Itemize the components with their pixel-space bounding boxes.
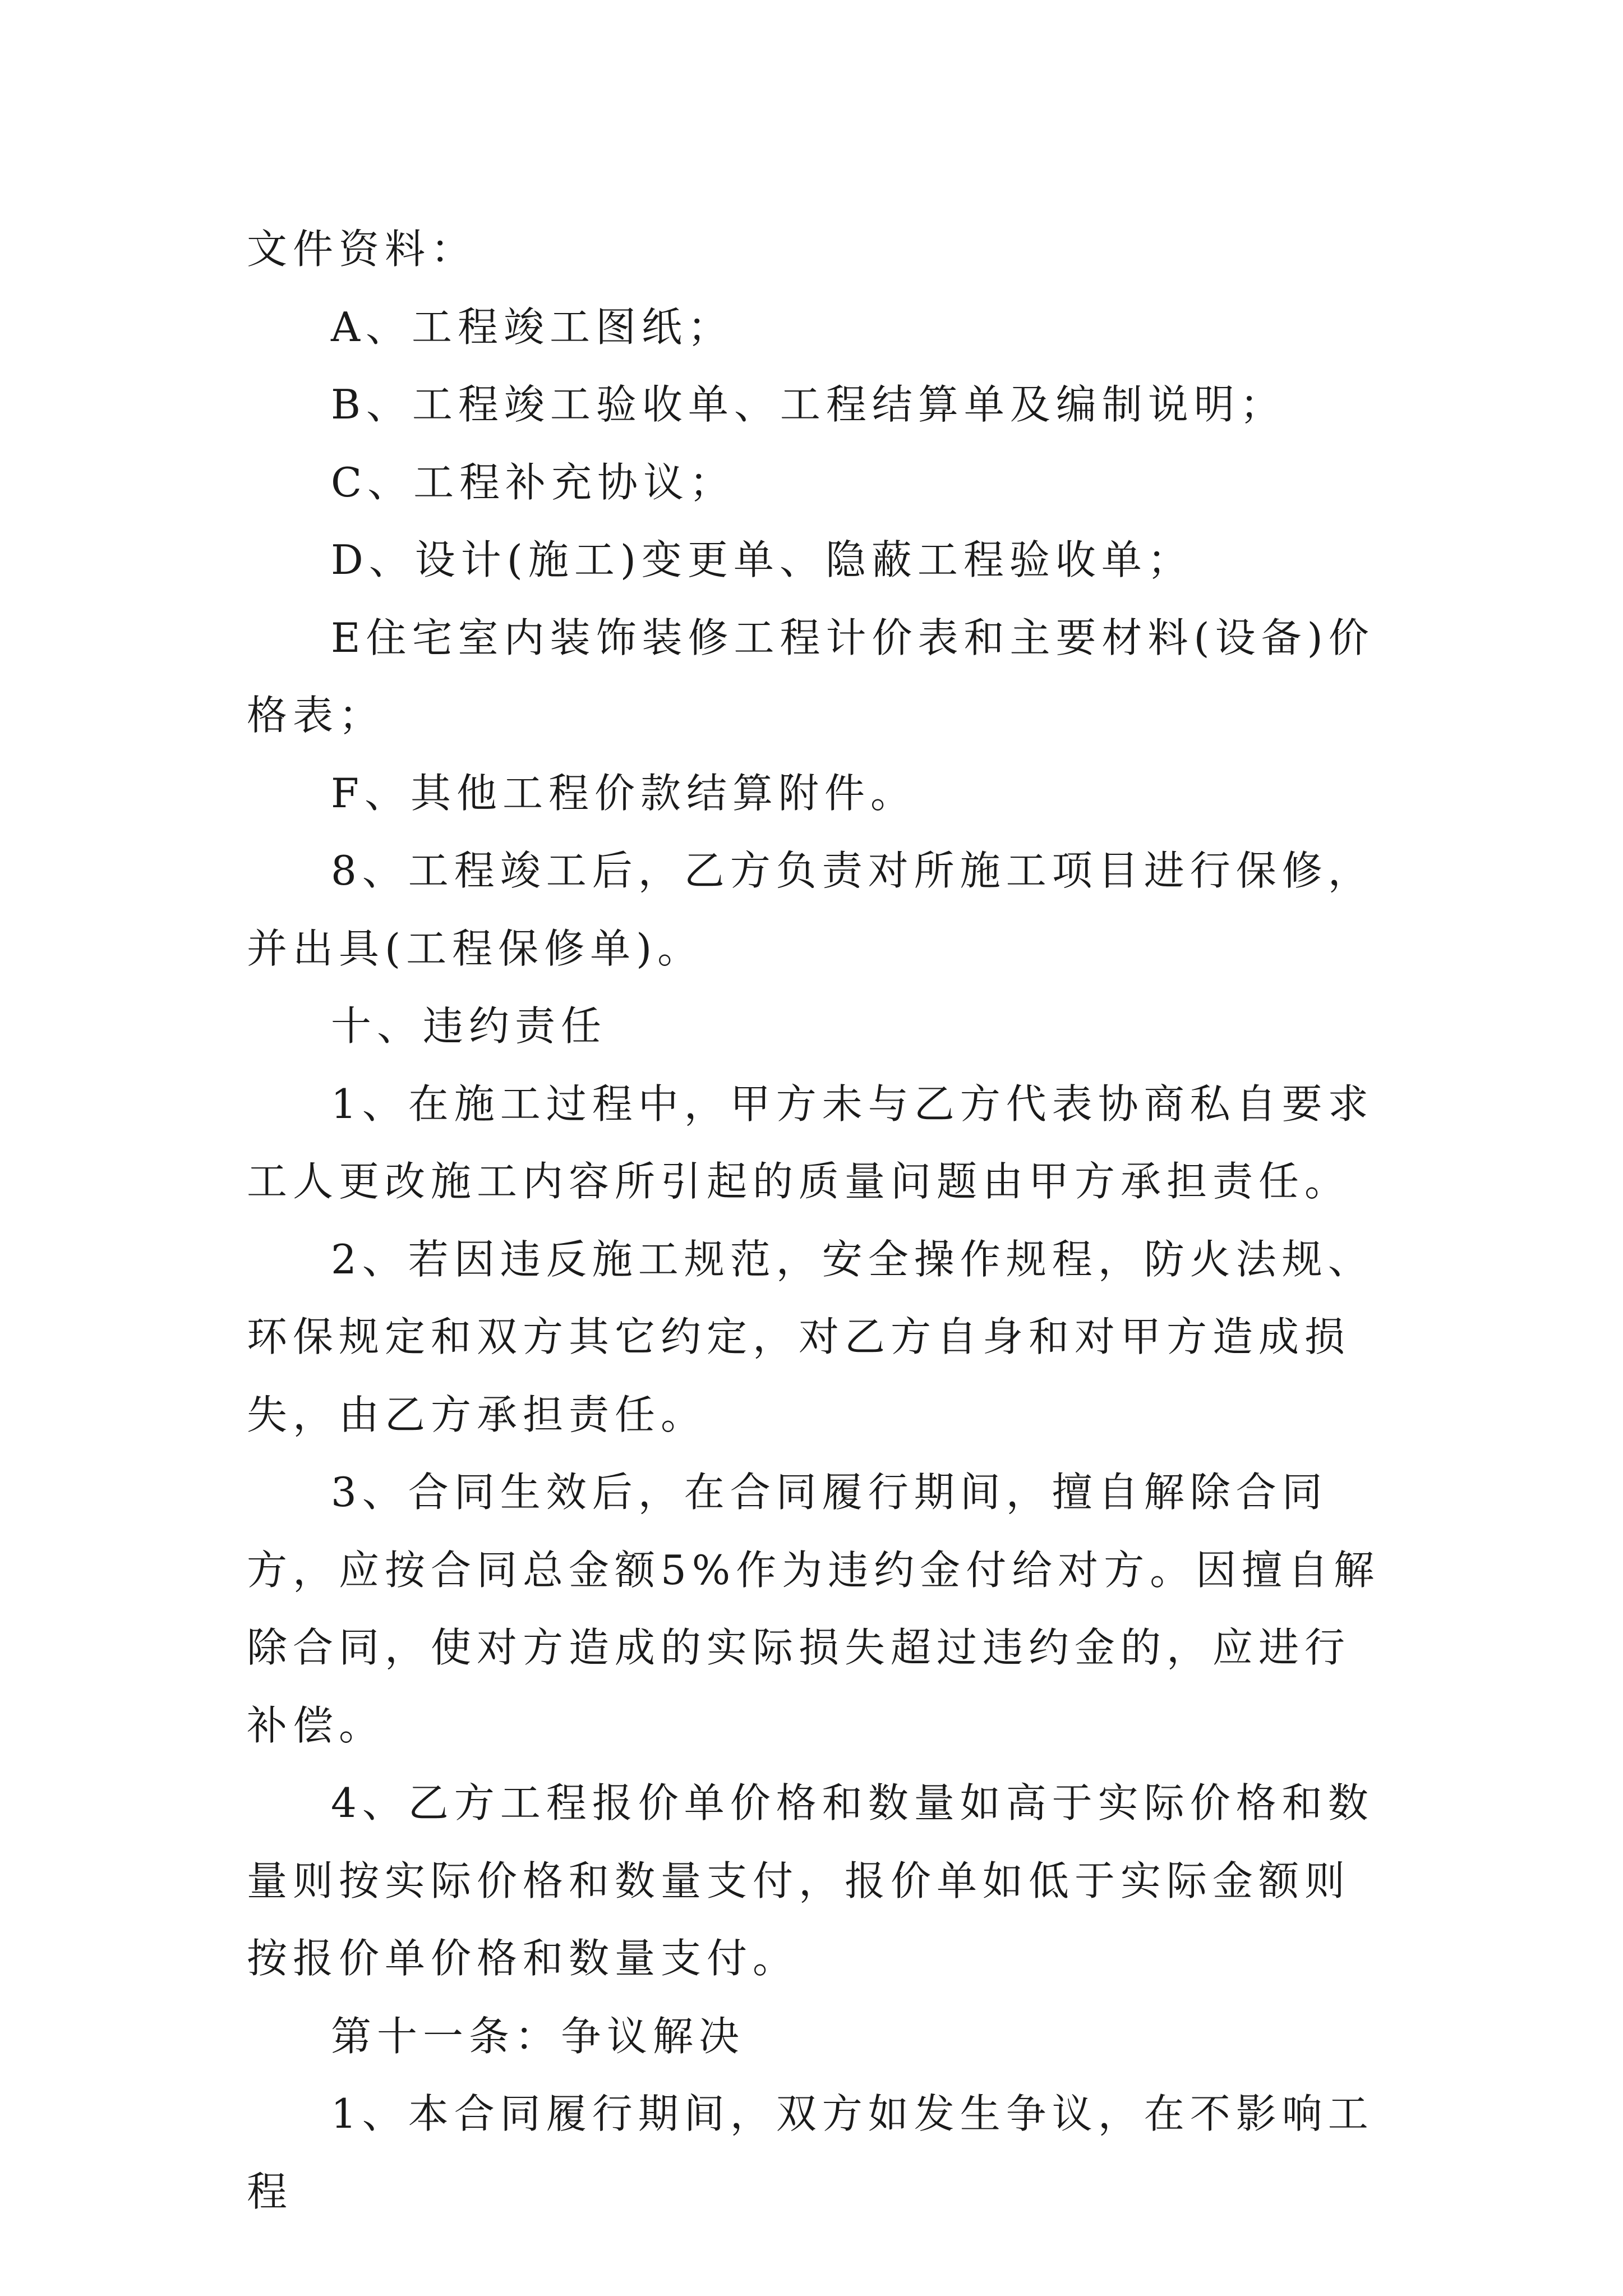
article-11-heading: 第十一条：争议解决 <box>331 2012 745 2060</box>
list-item-acceptance-settlement: B、工程竣工验收单、工程结算单及编制说明； <box>331 381 1286 428</box>
clause-1-unauthorized-changes: 1、在施工过程中，甲方未与乙方代表协商私自要求工人更改施工内容所引起的质量问题由甲方承担责任。 <box>247 1080 1374 1205</box>
paragraph-document-materials: 文件资料： <box>247 226 477 273</box>
list-item-change-orders: D、设计(施工)变更单、隐蔽工程验收单； <box>331 536 1193 583</box>
clause-1-dispute-resolution: 1、本合同履行期间，双方如发生争议，在不影响工程 <box>247 2090 1374 2215</box>
clause-3-termination-penalty: 3、合同生效后，在合同履行期间，擅自解除合同方，应按合同总金额5%作为违约金付给对方。因擅自解除合同，使对方造成的实际损失超过违约金的，应进行补偿。 <box>247 1469 1380 1749</box>
clause-4-quotation-pricing: 4、乙方工程报价单价格和数量如高于实际价格和数量则按实际价格和数量支付，报价单如低于实际金额则按报价单价格和数量支付。 <box>247 1779 1374 1982</box>
list-item-supplementary-agreement: C、工程补充协议； <box>331 458 736 506</box>
clause-2-safety-violations: 2、若因违反施工规范，安全操作规程，防火法规、环保规定和双方其它约定，对乙方自身和对甲方造成损失，由乙方承担责任。 <box>247 1235 1374 1438</box>
list-item-other-attachments: F、其他工程价款结算附件。 <box>331 769 916 817</box>
list-item-pricing-table: E住宅室内装饰装修工程计价表和主要材料(设备)价格表； <box>247 614 1375 739</box>
section-heading-liability: 十、违约责任 <box>331 1002 607 1050</box>
list-item-completion-drawings: A、工程竣工图纸； <box>331 303 734 351</box>
document-body <box>247 210 1388 2230</box>
clause-8-warranty: 8、工程竣工后，乙方负责对所施工项目进行保修，并出具(工程保修单)。 <box>247 847 1374 972</box>
